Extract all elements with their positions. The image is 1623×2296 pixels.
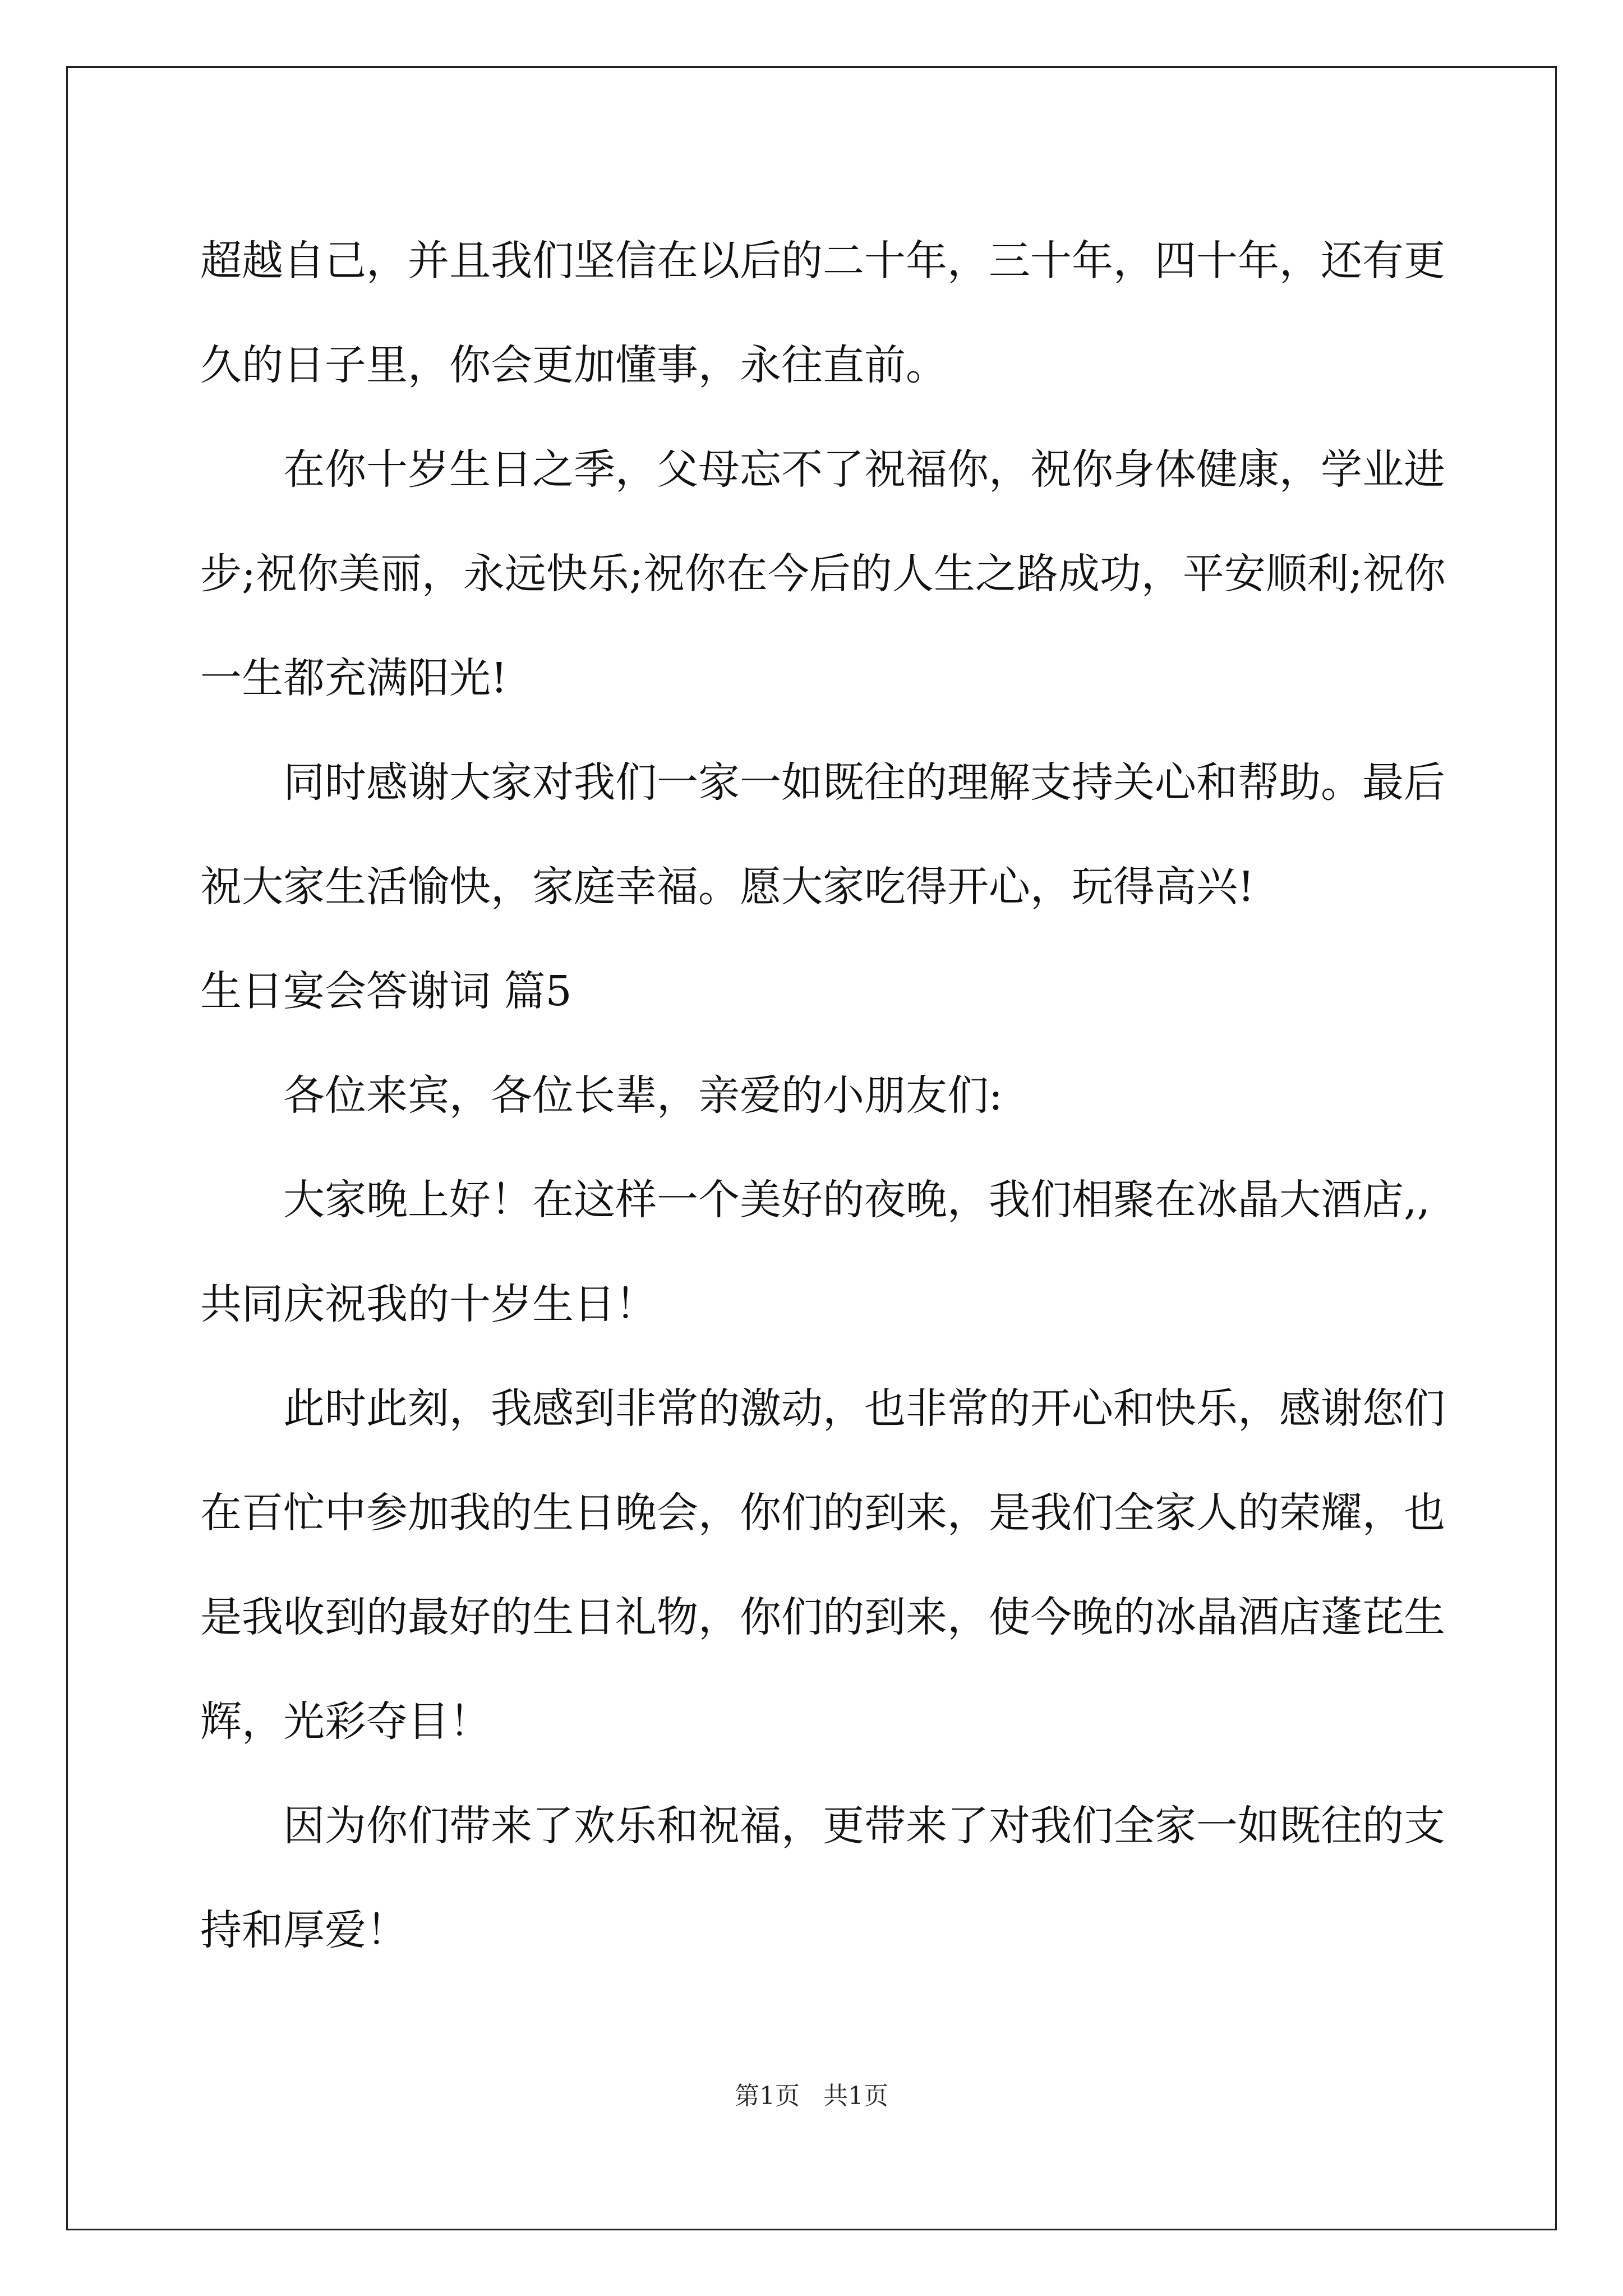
document-body (200, 209, 1446, 1982)
text-line: 大家晚上好！在这样一个美好的夜晚，我们相聚在冰晶大酒店,, (283, 1176, 1431, 1224)
text-line: 在你十岁生日之季，父母忘不了祝福你，祝你身体健康，学业进 (283, 445, 1445, 494)
text-line: 超越自己，并且我们坚信在以后的二十年，三十年，四十年，还有更 (200, 237, 1445, 285)
text-line: 因为你们带来了欢乐和祝福，更带来了对我们全家一如既往的支 (283, 1802, 1445, 1850)
text-line: 各位来宾，各位长辈，亲爱的小朋友们: (283, 1071, 1003, 1120)
text-line: 祝大家生活愉快，家庭幸福。愿大家吃得开心，玩得高兴! (200, 863, 1255, 911)
text-line: 同时感谢大家对我们一家一如既往的理解支持关心和帮助。最后 (283, 758, 1445, 807)
text-line: 久的日子里，你会更加懂事，永往直前。 (200, 341, 947, 389)
text-line: 共同庆祝我的十岁生日！ (200, 1280, 657, 1328)
text-line: 是我收到的最好的生日礼物，你们的到来，使今晚的冰晶酒店蓬芘生 (200, 1593, 1445, 1641)
text-line: 此时此刻，我感到非常的激动，也非常的开心和快乐，感谢您们 (283, 1384, 1445, 1433)
text-line: 辉，光彩夺目！ (200, 1697, 491, 1746)
text-line: 步;祝你美丽，永远快乐;祝你在今后的人生之路成功，平安顺利;祝你 (200, 550, 1446, 598)
text-line: 一生都充满阳光! (200, 654, 508, 702)
page-footer: 第1页 共1页 (735, 2082, 888, 2110)
section-heading: 生日宴会答谢词 篇5 (200, 967, 572, 1015)
text-line: 在百忙中参加我的生日晚会，你们的到来，是我们全家人的荣耀，也 (200, 1489, 1445, 1537)
text-line: 持和厚爱！ (200, 1906, 408, 1954)
